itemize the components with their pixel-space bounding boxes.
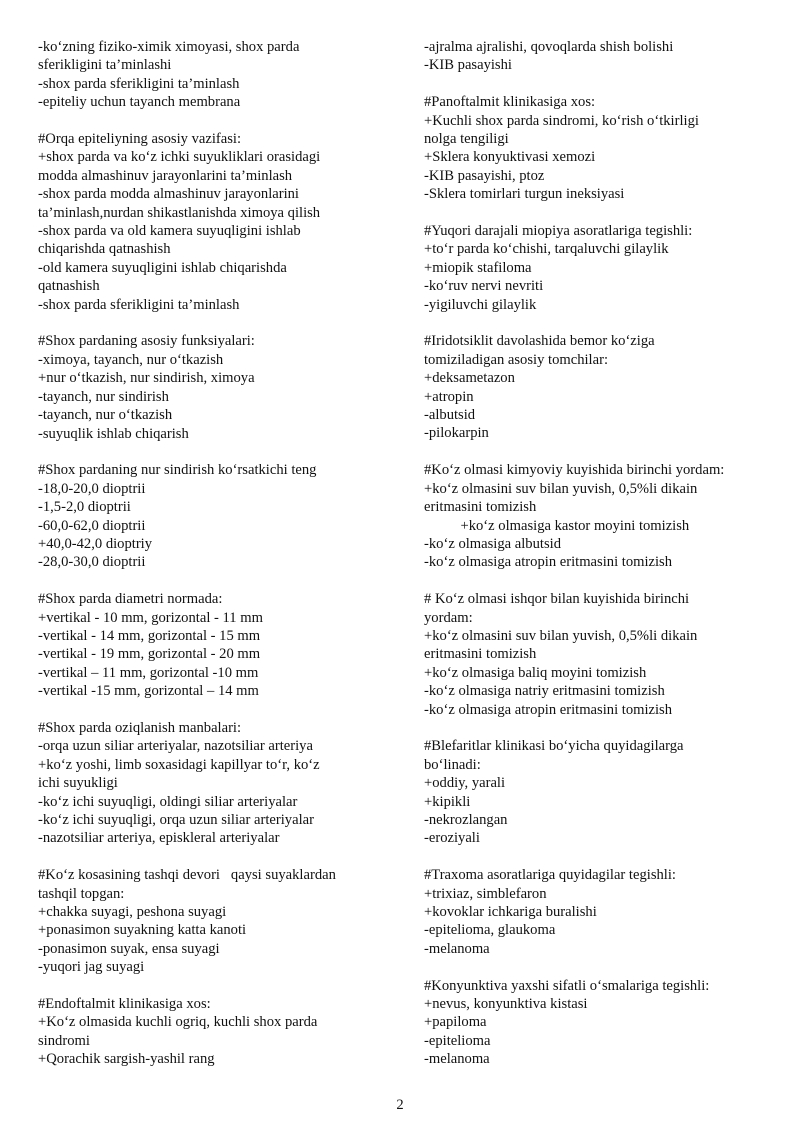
text-line: -shox parda sferikligini ta’minlash [38,296,240,313]
question-block [424,737,769,847]
text-line: -albutsid [424,407,476,424]
text-line: -nazotsiliar arteriya, episkleral arteriyalar [38,830,280,847]
text-line: tomiziladigan asosiy tomchilar: [424,351,609,368]
text-line: #Konyunktiva yaxshi sifatli o‘smalariga tegishli: [424,977,710,994]
text-line: +ko‘z olmasiga baliq moyini tomizish [424,664,647,681]
question-block [38,130,383,314]
text-line: -old kamera suyuqligini ishlab chiqarishda [38,259,287,276]
text-line: bo‘linadi: [424,756,481,773]
text-line: +ko‘z olmasini suv bilan yuvish, 0,5%li dikain [424,627,698,644]
text-line: # Ko‘z olmasi ishqor bilan kuyishida birinchi [424,591,690,608]
text-line: +ko‘z olmasiga kastor moyini tomizish [424,517,690,534]
text-line: #Iridotsiklit davolashida bemor ko‘ziga [424,333,655,350]
text-line: eritmasini tomizish [424,499,537,516]
text-line: -ximoya, tayanch, nur o‘tkazish [38,351,224,368]
page-number: 2 [396,1097,404,1113]
text-line: #Shox pardaning nur sindirish ko‘rsatkichi teng [38,462,317,479]
text-line: +deksametazon [424,370,515,387]
question-block [424,977,769,1069]
text-line: -melanoma [424,1051,490,1068]
text-line: -shox parda sferikligini ta’minlash [38,75,240,92]
question-block [38,590,383,700]
question-block [424,93,769,203]
text-line: ta’minlash,nurdan shikastlanishda ximoya qilish [38,204,321,221]
text-line: -shox parda modda almashinuv jarayonlarini [38,186,299,203]
text-line: -yuqori jag suyagi [38,959,145,976]
text-line: sferikligini ta’minlashi [38,57,172,74]
question-block [424,38,769,75]
question-block [424,461,769,571]
text-line: #Ko‘z kosasining tashqi devori qaysi suyaklardan [38,867,336,884]
text-line: +shox parda va ko‘z ichki suyukliklari orasidagi [38,149,321,166]
left-column [38,38,383,1087]
text-line: #Shox parda oziqlanish manbalari: [38,719,242,736]
text-line: -ko‘ruv nervi nevriti [424,278,544,295]
text-line: #Ko‘z olmasi kimyoviy kuyishida birinchi yordam: [424,462,725,479]
text-line: eritmasini tomizish [424,646,537,663]
question-block [424,332,769,442]
text-line: +Ko‘z olmasida kuchli ogriq, kuchli shox parda [38,1014,318,1031]
text-line: -pilokarpin [424,425,489,442]
text-line: +nur o‘tkazish, nur sindirish, ximoya [38,370,255,387]
text-line: +Sklera konyuktivasi xemozi [424,149,596,166]
text-line: -tayanch, nur sindirish [38,388,169,405]
text-line: -vertikal -15 mm, gorizontal – 14 mm [38,683,259,700]
text-line: ichi suyukligi [38,775,118,792]
question-block [38,461,383,571]
question-block [38,38,383,112]
text-line: -eroziyali [424,830,480,847]
text-line: -1,5-2,0 dioptrii [38,499,131,516]
text-line: -60,0-62,0 dioptrii [38,517,146,534]
text-line: -KIB pasayishi, ptoz [424,167,545,184]
text-line: #Traxoma asoratlariga quyidagilar tegishli: [424,867,676,884]
text-line: -ko‘z olmasiga atropin eritmasini tomizish [424,701,673,718]
text-line: +ko‘z yoshi, limb soxasidagi kapillyar to‘r, ko‘z [38,756,320,773]
text-line: -ajralma ajralishi, qovoqlarda shish bolishi [424,39,674,55]
text-line: -ko‘z ichi suyuqligi, oldingi siliar arteriyalar [38,793,298,810]
text-line: yordam: [424,609,473,626]
text-line: -ko‘z olmasiga natriy eritmasini tomizish [424,683,665,700]
text-line: -epitelioma, glaukoma [424,922,556,939]
text-line: -KIB pasayishi [424,57,512,74]
text-line: -ko‘z olmasiga albutsid [424,535,561,552]
text-line: +ko‘z olmasini suv bilan yuvish, 0,5%li dikain [424,480,698,497]
text-line: #Panoftalmit klinikasiga xos: [424,94,596,111]
text-line: #Blefaritlar klinikasi bo‘yicha quyidagilarga [424,738,684,755]
text-line: sindromi [38,1032,90,1049]
text-line: #Shox pardaning asosiy funksiyalari: [38,333,255,350]
question-block [424,222,769,314]
text-line: -Sklera tomirlari turgun ineksiyasi [424,186,625,203]
text-line: +oddiy, yarali [424,775,506,792]
text-line: +40,0-42,0 dioptriy [38,535,153,552]
text-line: +vertikal - 10 mm, gorizontal - 11 mm [38,609,263,626]
question-block [38,719,383,848]
text-line: modda almashinuv jarayonlarini ta’minlash [38,167,293,184]
text-line: -ko‘z ichi suyuqligi, orqa uzun siliar arteriyalar [38,811,314,828]
text-line: -shox parda va old kamera suyuqligini ishlab [38,223,301,240]
text-line: -yigiluvchi gilaylik [424,296,537,313]
text-line: +to‘r parda ko‘chishi, tarqaluvchi gilaylik [424,241,669,258]
text-line: -vertikal - 19 mm, gorizontal - 20 mm [38,646,261,663]
text-line: -epiteliy uchun tayanch membrana [38,94,241,111]
text-line: +papiloma [424,1014,487,1031]
text-line: nolga tengiligi [424,131,509,148]
text-line: -ponasimon suyak, ensa suyagi [38,940,220,957]
text-line: +kovoklar ichkariga buralishi [424,903,597,920]
text-line: +trixiaz, simblefaron [424,885,547,902]
text-line: -orqa uzun siliar arteriyalar, nazotsiliar arteriya [38,738,313,755]
question-block [38,995,383,1069]
right-column [424,38,769,1087]
text-line: +ponasimon suyakning katta kanoti [38,922,247,939]
text-line: +Qorachik sargish-yashil rang [38,1051,215,1068]
text-line: -vertikal - 14 mm, gorizontal - 15 mm [38,627,261,644]
text-line: chiqarishda qatnashish [38,241,171,258]
text-line: tashqil topgan: [38,885,125,902]
text-line: qatnashish [38,278,100,295]
text-line: -melanoma [424,940,490,957]
text-line: -nekrozlangan [424,811,508,828]
text-line: #Endoftalmit klinikasiga xos: [38,996,211,1013]
text-line: -suyuqlik ishlab chiqarish [38,425,189,442]
question-block [38,866,383,976]
text-line: +kipikli [424,793,471,810]
text-line: +chakka suyagi, peshona suyagi [38,904,227,920]
question-block [424,866,769,958]
text-line: -ko‘zning fiziko-ximik ximoyasi, shox parda [38,39,300,55]
text-line: #Orqa epiteliyning asosiy vazifasi: [38,131,242,148]
text-line: +miopik stafiloma [424,259,532,276]
text-line: +nevus, konyunktiva kistasi [424,996,588,1012]
question-block [424,590,769,719]
text-line: +atropin [424,388,474,405]
text-line: -epitelioma [424,1032,491,1049]
text-line: -28,0-30,0 dioptrii [38,554,146,571]
text-line: -tayanch, nur o‘tkazish [38,407,173,424]
text-line: -vertikal – 11 mm, gorizontal -10 mm [38,664,259,681]
question-block [38,332,383,442]
text-line: -ko‘z olmasiga atropin eritmasini tomizish [424,554,673,571]
text-line: #Yuqori darajali miopiya asoratlariga tegishli: [424,223,693,240]
text-line: #Shox parda diametri normada: [38,591,223,608]
text-line: +Kuchli shox parda sindromi, ko‘rish o‘tkirligi [424,112,699,129]
text-line: -18,0-20,0 dioptrii [38,480,146,497]
